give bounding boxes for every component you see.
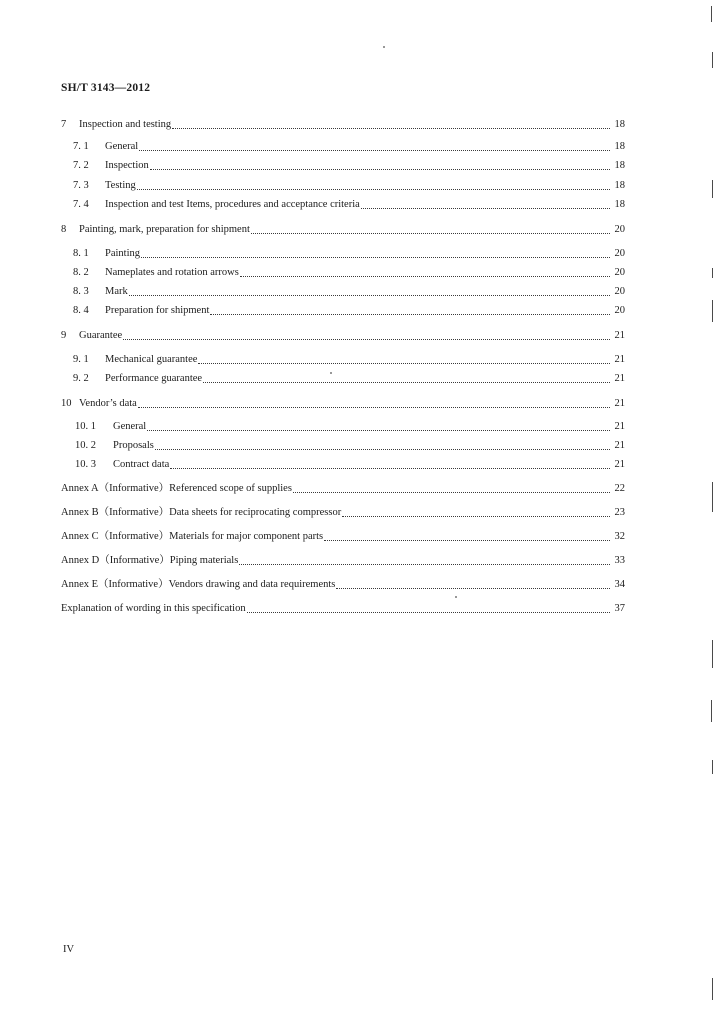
toc-entry-number: 8. 1 bbox=[73, 248, 89, 259]
toc-entry-title: General bbox=[113, 421, 147, 432]
toc-entry-title: Vendor’s data bbox=[79, 398, 137, 409]
toc-entry bbox=[61, 395, 625, 413]
scan-edge-mark bbox=[712, 760, 713, 774]
toc-dot-leader bbox=[155, 449, 610, 450]
toc-entry-page: 33 bbox=[614, 555, 625, 566]
toc-entry-title: Testing bbox=[105, 180, 136, 191]
toc-entry bbox=[61, 576, 625, 594]
toc-entry-number: 10. 3 bbox=[75, 459, 96, 470]
toc-entry bbox=[61, 116, 625, 134]
toc-entry-page: 32 bbox=[614, 531, 625, 542]
toc-entry-page: 34 bbox=[614, 579, 625, 590]
standard-code-header: SH/T 3143—2012 bbox=[61, 82, 151, 94]
toc-dot-leader bbox=[198, 363, 610, 364]
toc-entry-page: 18 bbox=[614, 199, 625, 210]
toc-entry bbox=[61, 283, 625, 301]
toc-entry bbox=[61, 138, 625, 156]
toc-entry-page: 37 bbox=[614, 603, 625, 614]
toc-entry-page: 21 bbox=[614, 330, 625, 341]
toc-entry bbox=[61, 370, 625, 388]
scan-speck bbox=[455, 596, 457, 598]
toc-entry-title: Annex E（Informative）Vendors drawing and data requirements bbox=[61, 579, 336, 590]
toc-dot-leader bbox=[138, 407, 610, 408]
scan-edge-mark bbox=[712, 978, 713, 1000]
toc-entry-number: 7. 4 bbox=[73, 199, 89, 210]
toc-entry-number: 10 bbox=[61, 398, 72, 409]
toc-entry bbox=[61, 302, 625, 320]
toc-entry-title: Guarantee bbox=[79, 330, 123, 341]
page-number: IV bbox=[63, 944, 75, 955]
toc-dot-leader bbox=[324, 540, 610, 541]
toc-entry bbox=[61, 327, 625, 345]
toc-entry-title: Performance guarantee bbox=[105, 373, 203, 384]
toc-entry bbox=[61, 245, 625, 263]
toc-dot-leader bbox=[129, 295, 610, 296]
toc-entry-page: 18 bbox=[614, 141, 625, 152]
toc-entry-title: Annex A（Informative）Referenced scope of supplies bbox=[61, 483, 292, 494]
toc-dot-leader bbox=[342, 516, 610, 517]
scan-edge-mark bbox=[712, 52, 713, 68]
toc-entry bbox=[61, 351, 625, 369]
toc-entry-page: 21 bbox=[614, 354, 625, 365]
toc-dot-leader bbox=[137, 189, 610, 190]
toc-entry-page: 21 bbox=[614, 373, 625, 384]
toc-entry-number: 8. 3 bbox=[73, 286, 89, 297]
toc-entry-page: 23 bbox=[614, 507, 625, 518]
toc-dot-leader bbox=[147, 430, 610, 431]
toc-entry-title: General bbox=[105, 141, 139, 152]
toc-dot-leader bbox=[239, 564, 610, 565]
toc-entry-title: Preparation for shipment bbox=[105, 305, 210, 316]
toc-dot-leader bbox=[203, 382, 610, 383]
toc-entry-title: Annex C（Informative）Materials for major component parts bbox=[61, 531, 324, 542]
toc-dot-leader bbox=[247, 612, 610, 613]
toc-entry-number: 10. 2 bbox=[75, 440, 96, 451]
scan-edge-mark bbox=[711, 6, 712, 22]
toc-dot-leader bbox=[170, 468, 610, 469]
toc-entry-number: 7 bbox=[61, 119, 67, 130]
toc-entry-title: Inspection bbox=[105, 160, 149, 171]
toc-entry bbox=[61, 552, 625, 570]
toc-entry-page: 21 bbox=[614, 421, 625, 432]
toc-entry-title: Nameplates and rotation arrows bbox=[105, 267, 239, 278]
toc-entry-page: 20 bbox=[614, 224, 625, 235]
toc-entry-number: 9. 2 bbox=[73, 373, 89, 384]
toc-entry-number: 9 bbox=[61, 330, 67, 341]
toc-entry-title: Explanation of wording in this specification bbox=[61, 603, 246, 614]
toc-entry-title: Inspection and test Items, procedures and acceptance criteria bbox=[105, 199, 360, 210]
toc-entry bbox=[61, 528, 625, 546]
toc-entry-title: Mechanical guarantee bbox=[105, 354, 198, 365]
toc-dot-leader bbox=[150, 169, 610, 170]
toc-entry-page: 20 bbox=[614, 248, 625, 259]
toc-entry bbox=[61, 600, 625, 618]
toc-entry-page: 21 bbox=[614, 398, 625, 409]
toc-entry bbox=[61, 196, 625, 214]
toc-entry-title: Painting, mark, preparation for shipment bbox=[79, 224, 250, 235]
toc-entry-number: 7. 2 bbox=[73, 160, 89, 171]
toc-entry-page: 21 bbox=[614, 440, 625, 451]
toc-entry-number: 9. 1 bbox=[73, 354, 89, 365]
toc-entry-page: 20 bbox=[614, 305, 625, 316]
toc-entry-page: 18 bbox=[614, 119, 625, 130]
scan-edge-mark bbox=[712, 482, 713, 512]
toc-entry-title: Annex B（Informative）Data sheets for reciprocating compressor bbox=[61, 507, 342, 518]
toc-entry-number: 8 bbox=[61, 224, 67, 235]
toc-entry-number: 7. 3 bbox=[73, 180, 89, 191]
toc-entry bbox=[61, 221, 625, 239]
toc-entry-page: 18 bbox=[614, 180, 625, 191]
toc-entry-number: 10. 1 bbox=[75, 421, 96, 432]
toc-entry-page: 22 bbox=[614, 483, 625, 494]
toc-dot-leader bbox=[141, 257, 610, 258]
toc-dot-leader bbox=[251, 233, 610, 234]
toc-entry bbox=[61, 504, 625, 522]
scan-edge-mark bbox=[712, 300, 713, 322]
toc-dot-leader bbox=[172, 128, 610, 129]
toc-entry bbox=[61, 437, 625, 455]
scan-edge-mark bbox=[711, 700, 712, 722]
scan-edge-mark bbox=[712, 268, 713, 278]
toc-entry bbox=[61, 264, 625, 282]
scan-edge-mark bbox=[712, 640, 713, 668]
toc-dot-leader bbox=[210, 314, 610, 315]
toc-dot-leader bbox=[361, 208, 610, 209]
toc-entry-page: 18 bbox=[614, 160, 625, 171]
toc-entry-page: 20 bbox=[614, 267, 625, 278]
toc-entry-title: Proposals bbox=[113, 440, 154, 451]
scan-speck bbox=[330, 372, 332, 374]
toc-entry bbox=[61, 157, 625, 175]
toc-entry-number: 7. 1 bbox=[73, 141, 89, 152]
toc-entry-title: Contract data bbox=[113, 459, 170, 470]
toc-dot-leader bbox=[293, 492, 610, 493]
toc-entry-number: 8. 2 bbox=[73, 267, 89, 278]
toc-entry-page: 21 bbox=[614, 459, 625, 470]
toc-entry-page: 20 bbox=[614, 286, 625, 297]
toc-entry bbox=[61, 456, 625, 474]
toc-entry bbox=[61, 418, 625, 436]
toc-entry bbox=[61, 480, 625, 498]
toc-entry-title: Inspection and testing bbox=[79, 119, 172, 130]
toc-entry-title: Annex D（Informative）Piping materials bbox=[61, 555, 239, 566]
toc-entry bbox=[61, 177, 625, 195]
toc-entry-number: 8. 4 bbox=[73, 305, 89, 316]
toc-dot-leader bbox=[139, 150, 610, 151]
toc-entry-title: Painting bbox=[105, 248, 141, 259]
toc-dot-leader bbox=[240, 276, 610, 277]
toc-dot-leader bbox=[336, 588, 610, 589]
toc-entry-title: Mark bbox=[105, 286, 128, 297]
scan-speck bbox=[383, 46, 385, 48]
toc-dot-leader bbox=[123, 339, 610, 340]
scan-edge-mark bbox=[712, 180, 713, 198]
